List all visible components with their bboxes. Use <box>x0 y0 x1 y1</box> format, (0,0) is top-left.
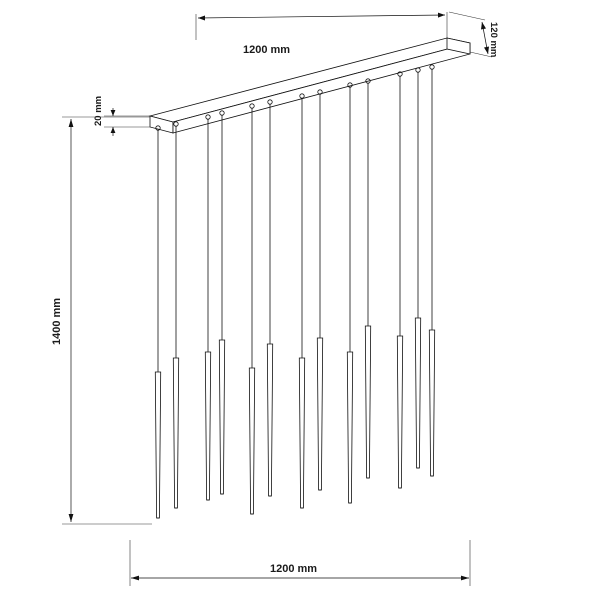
pendant-1 <box>155 126 160 518</box>
pendant-2 <box>173 122 178 508</box>
pendant-7 <box>299 94 304 508</box>
label-top-length: 1200 mm <box>243 44 291 56</box>
pendant-group <box>155 65 434 518</box>
label-drop-height: 1400 mm <box>51 297 63 345</box>
label-overall-width: 1200 mm <box>270 563 318 575</box>
label-canopy-width: 120 mm <box>488 22 499 58</box>
canopy-thickness-dimension <box>104 108 150 136</box>
pendant-12 <box>415 68 420 468</box>
label-canopy-thickness: 20 mm <box>93 95 104 126</box>
drop-height-dimension <box>62 117 152 524</box>
pendant-13 <box>429 65 434 476</box>
pendant-3 <box>205 115 210 500</box>
pendant-4 <box>219 111 224 494</box>
pendant-6 <box>267 100 272 496</box>
pendant-9 <box>347 83 352 503</box>
pendant-11 <box>397 72 402 488</box>
top-length-dimension <box>196 12 447 40</box>
pendant-5 <box>249 104 254 514</box>
pendant-8 <box>317 90 322 490</box>
canopy-body <box>150 38 470 133</box>
pendant-10 <box>365 79 370 478</box>
